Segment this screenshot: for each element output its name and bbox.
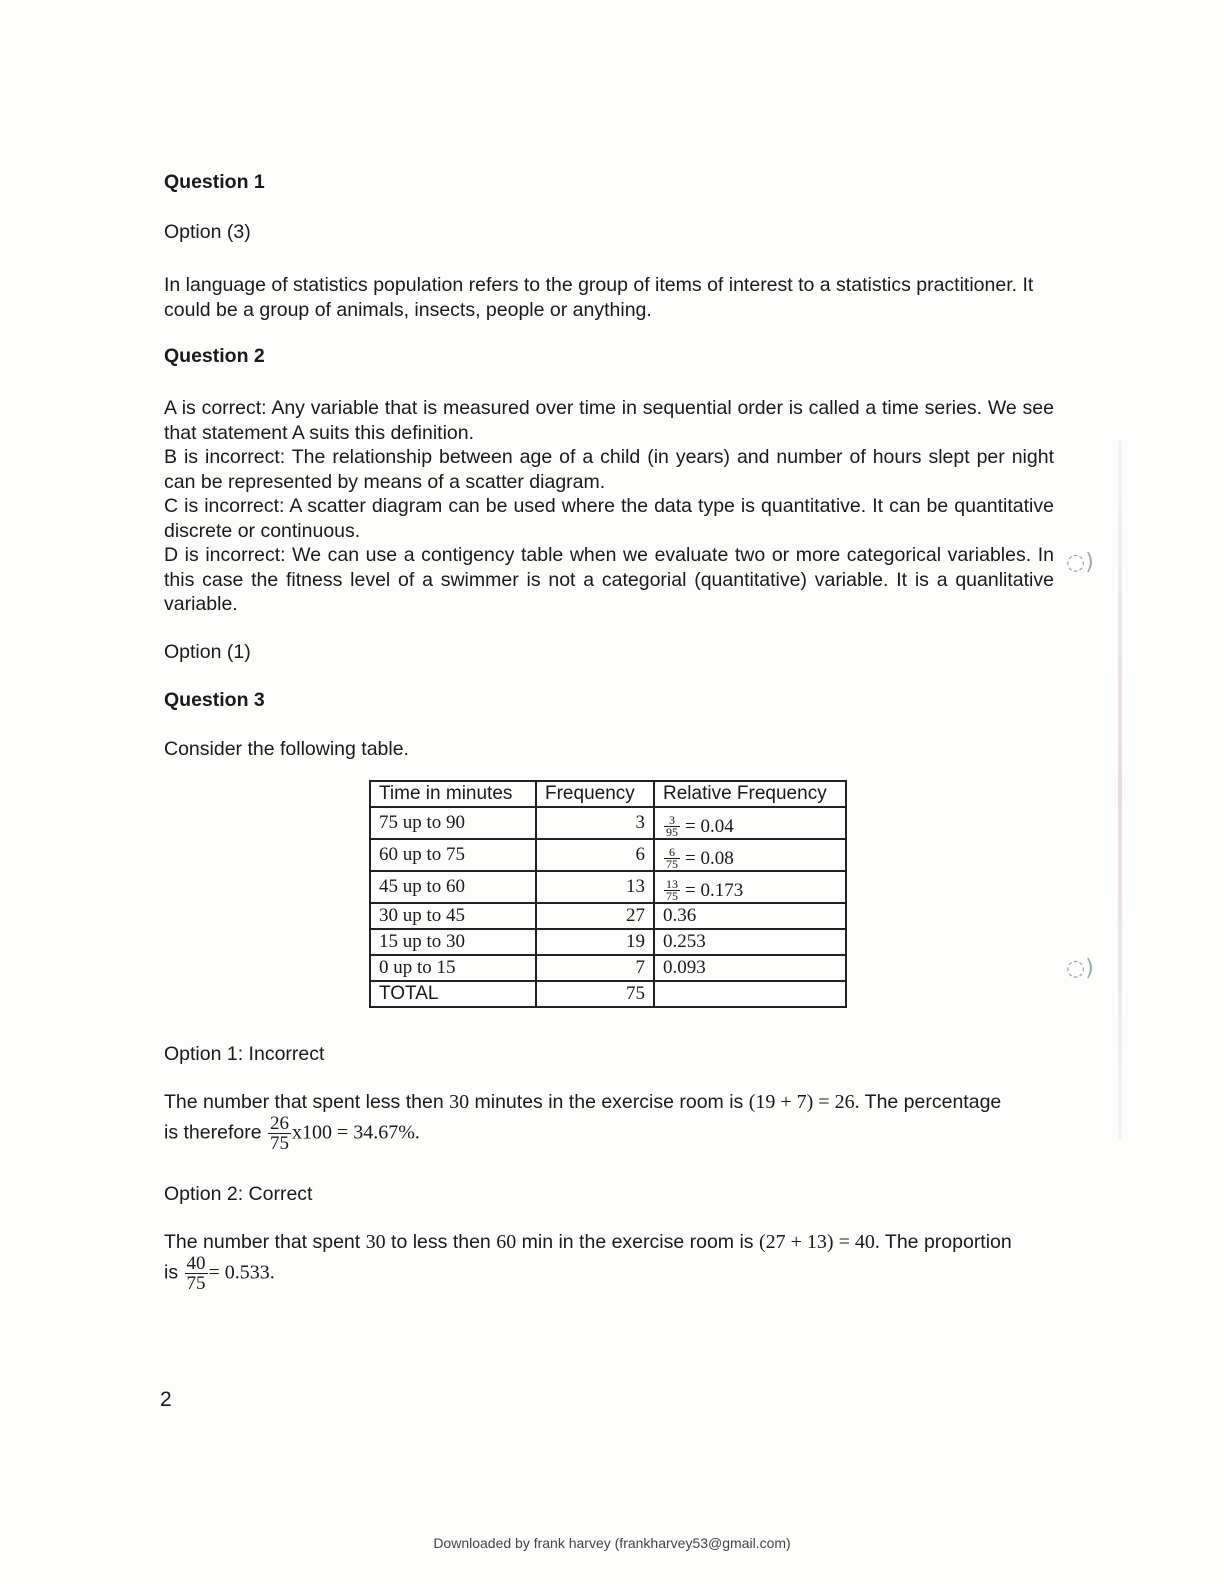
table-header-row — [370, 781, 846, 807]
frequency-cell: 27 — [536, 903, 654, 929]
question-2-statement-c: C is incorrect: A scatter diagram can be used where the data type is quantitative. It can be quantitative discrete or continuous. — [164, 495, 1054, 542]
question-1-text: In language of statistics population refers to the group of items of interest to a statistics practitioner. It could be a group of animals, insects, people or anything. — [164, 274, 1034, 321]
header-time: Time in minutes — [370, 781, 536, 807]
header-relative-frequency: Relative Frequency — [654, 781, 846, 807]
relative-frequency-cell: $\frac{6}{75}$ = 0.08 — [654, 839, 846, 871]
frequency-cell: 3 — [536, 807, 654, 839]
question-2-statement-b: B is incorrect: The relationship between age of a child (in years) and number of hours slept per night can be represented by means of a scatter diagram. — [164, 446, 1054, 493]
question-3-heading: Question 3 — [164, 689, 265, 711]
relative-frequency-cell: 0.36 — [654, 903, 846, 929]
time-cell: 45 up to 60 — [370, 871, 536, 903]
frequency-cell: 7 — [536, 955, 654, 981]
page-number: 2 — [160, 1388, 172, 1411]
question-2-option: Option (1) — [164, 641, 251, 663]
time-cell: 30 up to 45 — [370, 903, 536, 929]
frequency-cell: 13 — [536, 871, 654, 903]
frequency-cell: 6 — [536, 839, 654, 871]
download-footer: Downloaded by frank harvey (frankharvey53@gmail.com) — [433, 1535, 791, 1551]
option-1-line-2: is therefore $\frac{26}{75}$ x100 = 34.67%. — [164, 1113, 420, 1154]
time-cell: 75 up to 90 — [370, 807, 536, 839]
option-2-line-1: The number that spent 30 to less then 60 min in the exercise room is (27 + 13) = 40. The proportion — [164, 1231, 1012, 1253]
question-2-statement-a: A is correct: Any variable that is measured over time in sequential order is called a time series. We see that statement A suits this definition. — [164, 397, 1054, 444]
table-total-row — [370, 981, 846, 1007]
total-relative-cell — [654, 981, 846, 1007]
fraction: $\frac{26}{75}$ — [269, 1113, 289, 1154]
question-2-heading: Question 2 — [164, 345, 265, 367]
question-1-option: Option (3) — [164, 221, 251, 243]
fraction: $\frac{3}{95}$ — [666, 813, 678, 839]
fraction: $\frac{6}{75}$ — [666, 845, 678, 871]
table-row — [370, 929, 846, 955]
option-2-title: Option 2: Correct — [164, 1183, 313, 1205]
relative-frequency-cell: $\frac{3}{95}$ = 0.04 — [654, 807, 846, 839]
time-cell: 0 up to 15 — [370, 955, 536, 981]
table-row — [370, 903, 846, 929]
question-2-statement-d: D is incorrect: We can use a contigency table when we evaluate two or more categorical variables. In this case the fitness level of a swimmer is not a categorial (quantitative) variable. It is a quanlitative variable. — [164, 544, 1054, 615]
time-cell: 15 up to 30 — [370, 929, 536, 955]
option-1-title: Option 1: Incorrect — [164, 1043, 325, 1065]
fraction: $\frac{40}{75}$ — [186, 1253, 206, 1294]
relative-frequency-cell: $\frac{13}{75}$ = 0.173 — [654, 871, 846, 903]
total-value: 75 — [536, 981, 654, 1007]
fraction: $\frac{13}{75}$ — [666, 877, 678, 903]
table-row — [370, 871, 846, 903]
option-1-line-1: The number that spent less then 30 minutes in the exercise room is (19 + 7) = 26. The percentage — [164, 1091, 1002, 1113]
total-label: TOTAL — [370, 981, 536, 1007]
frequency-cell: 19 — [536, 929, 654, 955]
scan-mark: ◌) — [1066, 956, 1094, 981]
table-row — [370, 839, 846, 871]
header-frequency: Frequency — [536, 781, 654, 807]
scan-edge-shadow — [1118, 440, 1122, 1140]
question-1-heading: Question 1 — [164, 171, 265, 193]
table-row — [370, 807, 846, 839]
question-3-intro: Consider the following table. — [164, 738, 409, 760]
table-row — [370, 955, 846, 981]
scan-mark: ◌) — [1066, 550, 1094, 575]
time-cell: 60 up to 75 — [370, 839, 536, 871]
relative-frequency-cell: 0.253 — [654, 929, 846, 955]
relative-frequency-cell: 0.093 — [654, 955, 846, 981]
option-2-line-2: is $\frac{40}{75}$ = 0.533. — [164, 1253, 275, 1294]
frequency-table — [369, 780, 847, 1008]
